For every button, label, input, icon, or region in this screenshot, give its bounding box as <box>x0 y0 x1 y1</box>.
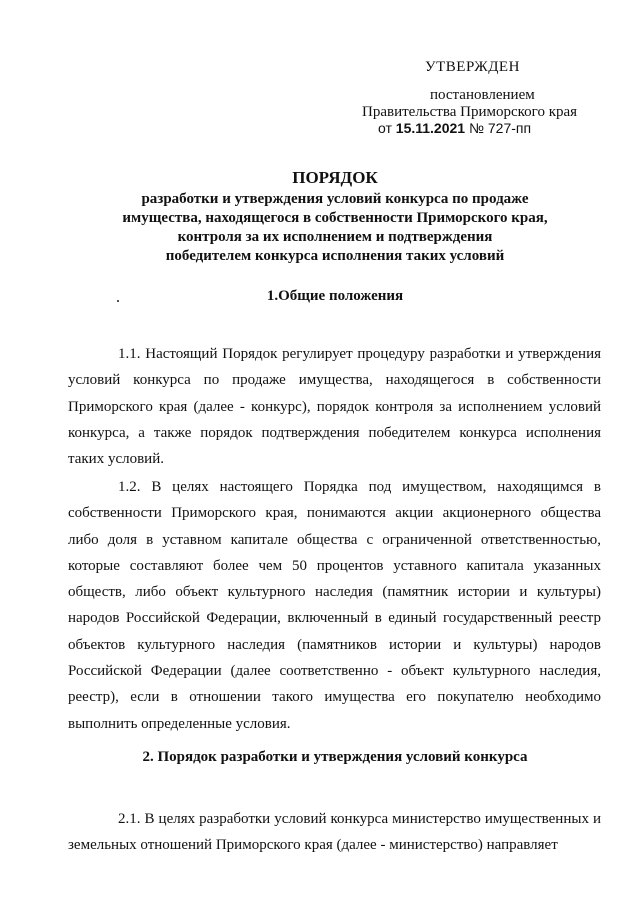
paragraph: 2.1. В целях разработки условий конкурса министерство имущественных и земельных отношений Приморского края (далее - министерство) направляет <box>68 811 601 854</box>
section-heading: 2. Порядок разработки и утверждения условий конкурса <box>142 749 528 765</box>
paragraph: 1.1. Настоящий Порядок регулирует процедуру разработки и утверждения условий конкурса по продаже имущества, находящегося в собственности Приморского края (далее - конкурс), порядок контроля за исполнением условий конкурса, а также порядок подтверждения победителем конкурса исполнения таких условий. <box>68 346 601 468</box>
section-heading: 1.Общие положения <box>266 288 404 304</box>
document-title: ПОРЯДОК <box>292 168 378 187</box>
approval-number: № 727-пп <box>468 120 532 136</box>
document-subtitle-line: имущества, находящегося в собственности Приморского края, <box>122 210 548 226</box>
approval-title: УТВЕРЖДЕН <box>425 59 520 75</box>
paragraph: 1.2. В целях настоящего Порядка под имуществом, находящимся в собственности Приморского края, понимаются акции акционерного общества либо доля в уставном капитале общества с ограниченной ответственностью, которые составляют более чем 50 процентов уставного капитала указанных обществ, либо объект культурного наследия (памятник истории и культуры) народов Российской Федерации, включенный в единый государственный реестр объектов культурного наследия (памятников истории и культуры) народов Российской Федерации (далее соответственно - объект культурного наследия, реестр), если в отношении такого имущества его покупателю необходимо выполнить определенные условия. <box>68 479 601 732</box>
approval-resolution-label: постановлением <box>430 87 535 103</box>
approval-date-number <box>378 119 531 138</box>
document-subtitle-line: контроля за их исполнением и подтверждения <box>177 229 493 245</box>
document-subtitle-line: разработки и утверждения условий конкурса по продаже <box>141 191 529 207</box>
approval-date: 15.11.2021 <box>395 120 466 136</box>
approval-authority: Правительства Приморского края <box>362 104 578 120</box>
approval-date-prefix: от <box>378 120 392 136</box>
document-subtitle-line: победителем конкурса исполнения таких условий <box>165 248 505 264</box>
